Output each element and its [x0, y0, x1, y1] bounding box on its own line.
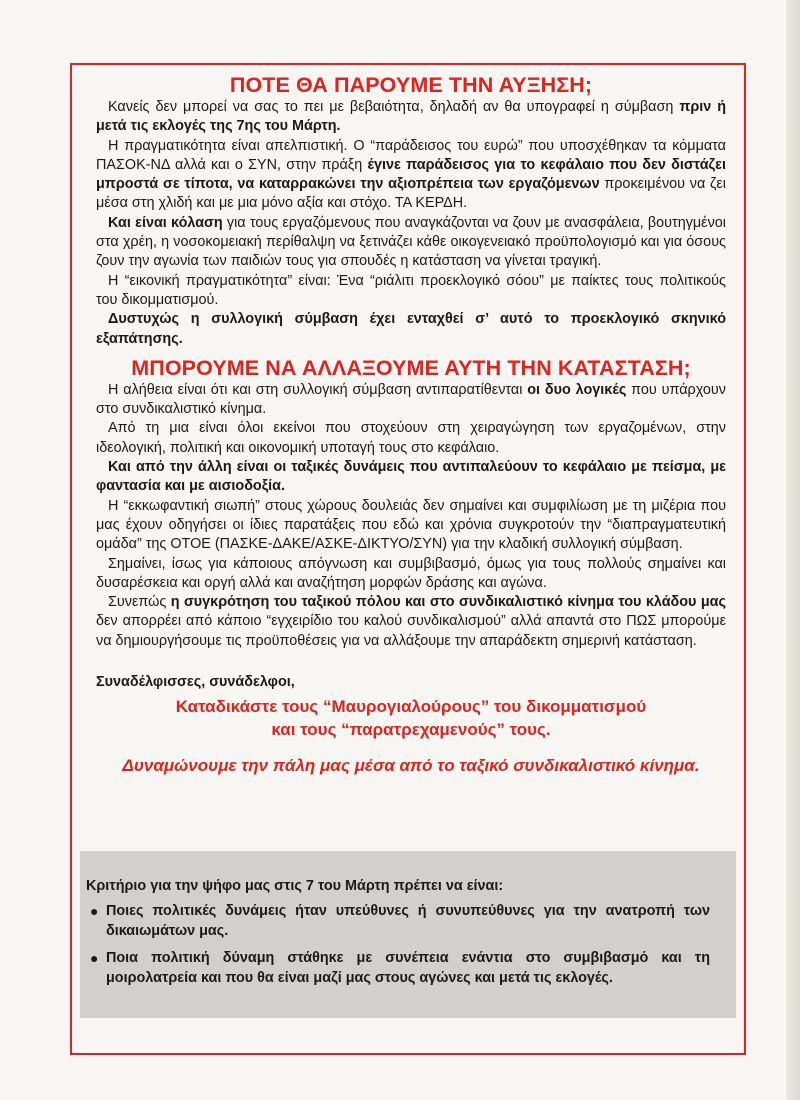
greeting: Συναδέλφισσες, συνάδελφοι, [96, 674, 295, 691]
slogan-line-3: Δυναμώνουμε την πάλη μας μέσα από το ταξικό συνδικαλιστικό κίνημα. [122, 756, 700, 776]
text-span: για τους εργαζόμενους που αναγκάζονται να ζουν με ανασφάλεια, βουτηγμένοι στα χρέη, η νοσοκομειακή περίθαλψη να ξετινάζει κάθε οικογενειακό προϋπολογισμό και για όσους ζουν την αγωνία των παιδιών τους για σπουδές η κατάσταση να γίνεται τραγική. [96, 214, 726, 270]
bold-span: έγινε παράδεισος για το κεφάλαιο που δεν διστάζει μπροστά σε τίποτα, να καταρρακώνει την αξιοπρέπεια των εργαζόμενων [96, 156, 726, 193]
bold-span: η συγκρότηση του ταξικού πόλου και στο συνδικαλιστικό κίνημα του κλάδου μας [170, 594, 726, 611]
section-2-paragraph-5: Σημαίνει, ίσως για κάποιους απόγνωση και συμβιβασμό, όμως για τους πολλούς σημαίνει και δυσαρέσκεια και οργή αλλά και αναζήτηση μορφών δράσης και αγώνα. [96, 555, 726, 591]
bold-span: Και από την άλλη είναι οι ταξικές δυνάμεις που αντιπαλεύουν το κεφάλαιο με πείσμα, με φαντασία και με αισιοδοξία. [96, 459, 726, 495]
section-2-paragraph-6 [96, 593, 726, 651]
bold-span: Δυστυχώς η συλλογική σύμβαση έχει ενταχθεί σ’ αυτό το προεκλογικό σκηνικό εξαπάτησης. [96, 311, 726, 347]
slogan-line-2: και τους “παρατρεχαμενούς” τους. [271, 720, 551, 740]
text-span: Συνεπώς [108, 594, 171, 611]
leaflet-content [96, 72, 726, 777]
section-1-paragraph-4: Η “εικονική πραγματικότητα” είναι: Ένα “ριάλιτι προεκλογικό σόου” με παίκτες τους πολιτικούς του δικομματισμού. [96, 272, 726, 308]
criteria-content [86, 877, 710, 996]
text-span: δεν απορρέει από κάποιο “εγχειρίδιο του καλού συνδικαλισμού” αλλά απαντά στο ΠΩΣ μπορούμε να δημιουργήσουμε τις προϋποθέσεις για να αλλάξουμε την απαράδεκτη σημερινή κατάσταση. [96, 613, 726, 649]
text-span: Η πραγματικότητα είναι απελπιστική. Ο “παράδεισος του ευρώ” που υποσχέθηκαν τα κόμματα ΠΑΣΟΚ-ΝΔ αλλά και ο ΣΥΝ, στην πράξη [96, 137, 726, 173]
section-1-paragraph-1 [96, 98, 726, 137]
criteria-item [86, 949, 710, 988]
criteria-item-text: Ποιες πολιτικές δυνάμεις ήταν υπεύθυνες ή συνυπεύθυνες για την ανατροπή των δικαιωμάτων μας. [106, 903, 710, 939]
section-2-heading: ΜΠΟΡΟΥΜΕ ΝΑ ΑΛΛΑΞΟΥΜΕ ΑΥΤΗ ΤΗΝ ΚΑΤΑΣΤΑΣΗ; [131, 355, 691, 380]
criteria-item-text: Ποια πολιτική δύναμη στάθηκε με συνέπεια ενάντια στο συμβιβασμό και τη μοιρολατρεία και που θα είναι μαζί μας στους αγώνες και μετά τις εκλογές. [106, 950, 710, 986]
bold-span: Και είναι κόλαση [108, 214, 223, 231]
bullet-icon: ● [90, 903, 99, 919]
text-span: Η αλήθεια είναι ότι και στη συλλογική σύμβαση αντιπαρατίθενται [108, 381, 528, 398]
section-1-paragraph-2 [96, 137, 726, 214]
section-1-paragraph-5 [96, 310, 726, 349]
page-edge [786, 0, 800, 1100]
section-1-paragraph-3 [96, 214, 726, 272]
text-span: που υπάρχουν στο συνδικαλιστικό κίνημα. [96, 381, 726, 418]
section-2-paragraph-1 [96, 381, 726, 420]
text-span: Κανείς δεν μπορεί να σας το πει με βεβαιότητα, δηλαδή αν θα υπογραφεί η σύμβαση [108, 99, 680, 115]
criteria-item [86, 902, 710, 941]
section-2-paragraph-2: Από τη μια είναι όλοι εκείνοι που στοχεύουν στη χειραγώγηση των εργαζομένων, στην ιδεολογική, πολιτική και οικονομική υποταγή τους στο κεφάλαιο. [96, 420, 726, 456]
criteria-title: Κριτήριο για την ψήφο μας στις 7 του Μάρτη πρέπει να είναι: [86, 878, 504, 894]
bold-span: πριν ή μετά τις εκλογές της 7ης του Μάρτη. [96, 99, 726, 135]
section-1-heading: ΠΟΤΕ ΘΑ ΠΑΡΟΥΜΕ ΤΗΝ ΑΥΞΗΣΗ; [229, 73, 593, 97]
bullet-icon: ● [90, 950, 99, 966]
bold-span: οι δυο λογικές [527, 381, 627, 398]
slogan-line-1: Καταδικάστε τους “Μαυρογιαλούρους” του δικομματισμού [175, 697, 647, 717]
section-2-paragraph-3 [96, 458, 726, 497]
section-2-paragraph-4: Η “εκκωφαντική σιωπή” στους χώρους δουλειάς δεν σημαίνει και συμφιλίωση με τη μιζέρια που μας έχουν οδηγήσει οι ίδιες παρατάξεις που εδώ και χρόνια συγκροτούν την “διαπραγματευτική ομάδα” της ΟΤΟΕ (ΠΑΣΚΕ-ΔΑΚΕ/ΑΣΚΕ-ΔΙΚΤΥΟ/ΣΥΝ) για την κλαδική συλλογική σύμβαση. [96, 497, 726, 553]
text-span: προκειμένου να ζει μέσα στη χλιδή και με μια μόνο αξία και στόχο. ΤΑ ΚΕΡΔΗ. [96, 176, 726, 212]
